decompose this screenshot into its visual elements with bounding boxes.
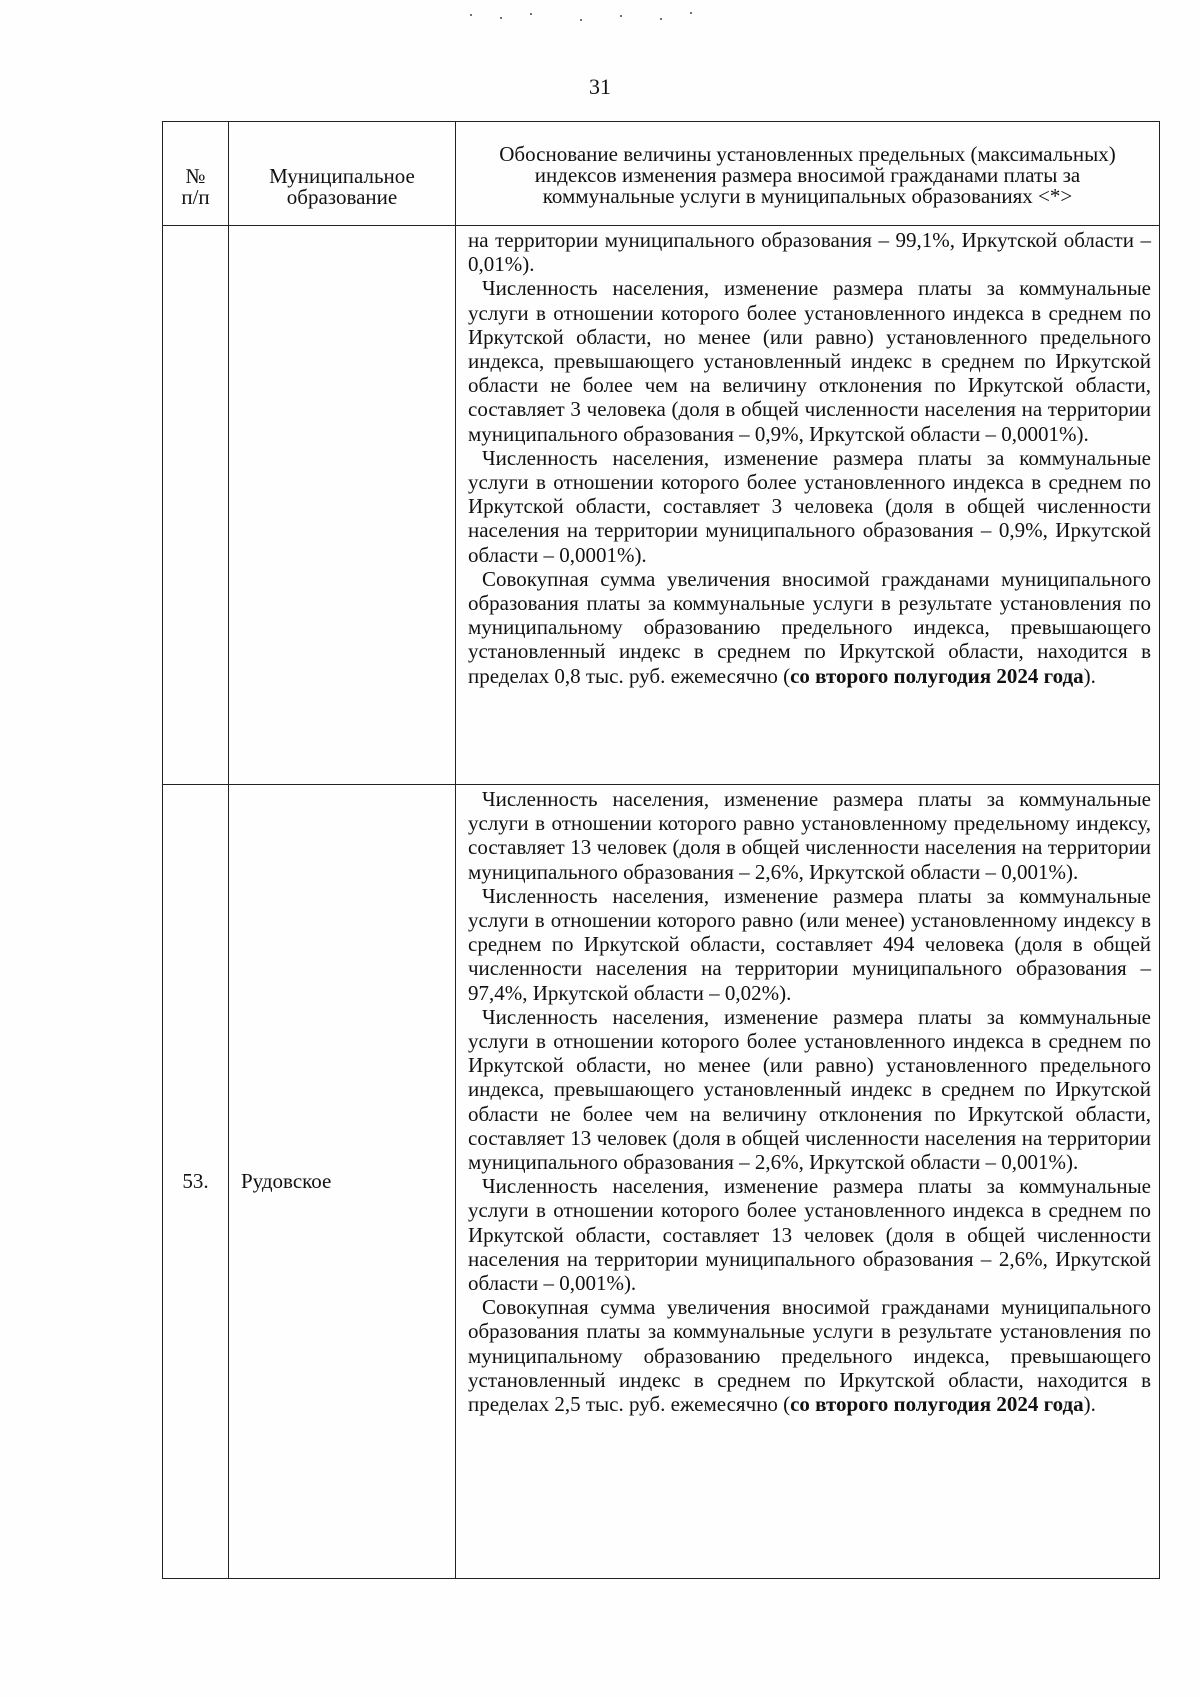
header-number xyxy=(163,122,229,226)
header-justification: Обоснование величины установленных предельных (максимальных) индексов изменения размера вносимой гражданами платы за коммунальные услуги в муниципальных образованиях <*> xyxy=(456,122,1160,226)
paragraph: Численность населения, изменение размера платы за коммунальные услуги в отношении которого равно установленному предельному индексу, составляет 13 человек (доля в общей численности населения на территории муниципального образования – 2,6%, Иркутской области – 0,001%). xyxy=(468,787,1151,884)
row-number-cell: 53. xyxy=(163,785,229,1579)
row-number-cell xyxy=(163,226,229,785)
table-row xyxy=(163,785,1160,1579)
scan-speck xyxy=(690,12,692,14)
paragraph: на территории муниципального образования – 99,1%, Иркутской области – 0,01%). xyxy=(468,228,1151,277)
row-justification-cell xyxy=(456,785,1160,1579)
paragraph-tail: ). xyxy=(1083,663,1096,688)
scan-speck xyxy=(530,13,532,15)
row-justification-cell xyxy=(456,226,1160,785)
justification-table xyxy=(162,121,1160,1579)
row-municipality-cell xyxy=(229,226,456,785)
table-row xyxy=(163,226,1160,785)
scan-speck xyxy=(470,14,472,16)
header-municipality xyxy=(229,122,456,226)
paragraph: Численность населения, изменение размера платы за коммунальные услуги в отношении которого более установленного индекса в среднем по Иркутской области, составляет 3 человека (доля в общей численности населения на территории муниципального образования – 0,9%, Иркутской области – 0,0001%). xyxy=(468,445,1151,567)
scan-speck xyxy=(620,15,622,17)
paragraph-bold-period: со второго полугодия 2024 года xyxy=(790,1392,1084,1417)
paragraph-tail: ). xyxy=(1083,1392,1096,1417)
scan-speck xyxy=(660,18,662,20)
header-number-line-2: п/п xyxy=(181,184,210,209)
paragraph: Численность населения, изменение размера платы за коммунальные услуги в отношении которого более установленного индекса в среднем по Иркутской области, но менее (или равно) установленного предельного индекса, превышающего установленный индекс в среднем по Иркутской области не более чем на величину отклонения по Иркутской области, составляет 13 человек (доля в общей численности населения на территории муниципального образования – 2,6%, Иркутской области – 0,001%). xyxy=(468,1004,1151,1175)
scan-speck xyxy=(580,19,582,21)
paragraph-bold-period: со второго полугодия 2024 года xyxy=(790,663,1084,688)
header-municipality-line-1: Муниципальное xyxy=(269,163,415,188)
header-number-line-1: № xyxy=(185,163,206,188)
header-municipality-line-2: образование xyxy=(286,184,398,209)
page-number: 31 xyxy=(589,74,611,99)
scan-speck xyxy=(500,17,502,19)
paragraph xyxy=(468,1295,1151,1416)
paragraph: Численность населения, изменение размера платы за коммунальные услуги в отношении которого более установленного индекса в среднем по Иркутской области, но менее (или равно) установленного предельного индекса, превышающего установленный индекс в среднем по Иркутской области не более чем на величину отклонения по Иркутской области, составляет 3 человека (доля в общей численности населения на территории муниципального образования – 0,9%, Иркутской области – 0,0001%). xyxy=(468,276,1151,446)
paragraph-text: Совокупная сумма увеличения вносимой гражданами муниципального образования платы за коммунальные услуги в результате установления по муниципальному образованию предельного индекса, превышающего установленный индекс в среднем по Иркутской области, находится в пределах 0,8 тыс. руб. ежемесячно ( xyxy=(468,566,1151,688)
row-municipality-cell: Рудовское xyxy=(229,785,456,1579)
paragraph xyxy=(468,567,1151,688)
paragraph: Численность населения, изменение размера платы за коммунальные услуги в отношении которого более установленного индекса в среднем по Иркутской области, составляет 13 человек (доля в общей численности населения на территории муниципального образования – 2,6%, Иркутской области – 0,001%). xyxy=(468,1174,1151,1296)
paragraph-text: Совокупная сумма увеличения вносимой гражданами муниципального образования платы за коммунальные услуги в результате установления по муниципальному образованию предельного индекса, превышающего установленный индекс в среднем по Иркутской области, находится в пределах 2,5 тыс. руб. ежемесячно ( xyxy=(468,1295,1151,1417)
paragraph: Численность населения, изменение размера платы за коммунальные услуги в отношении которого равно (или менее) установленному индексу в среднем по Иркутской области, составляет 494 человека (доля в общей численности населения на территории муниципального образования – 97,4%, Иркутской области – 0,02%). xyxy=(468,883,1151,1005)
table-header-row xyxy=(163,122,1160,226)
